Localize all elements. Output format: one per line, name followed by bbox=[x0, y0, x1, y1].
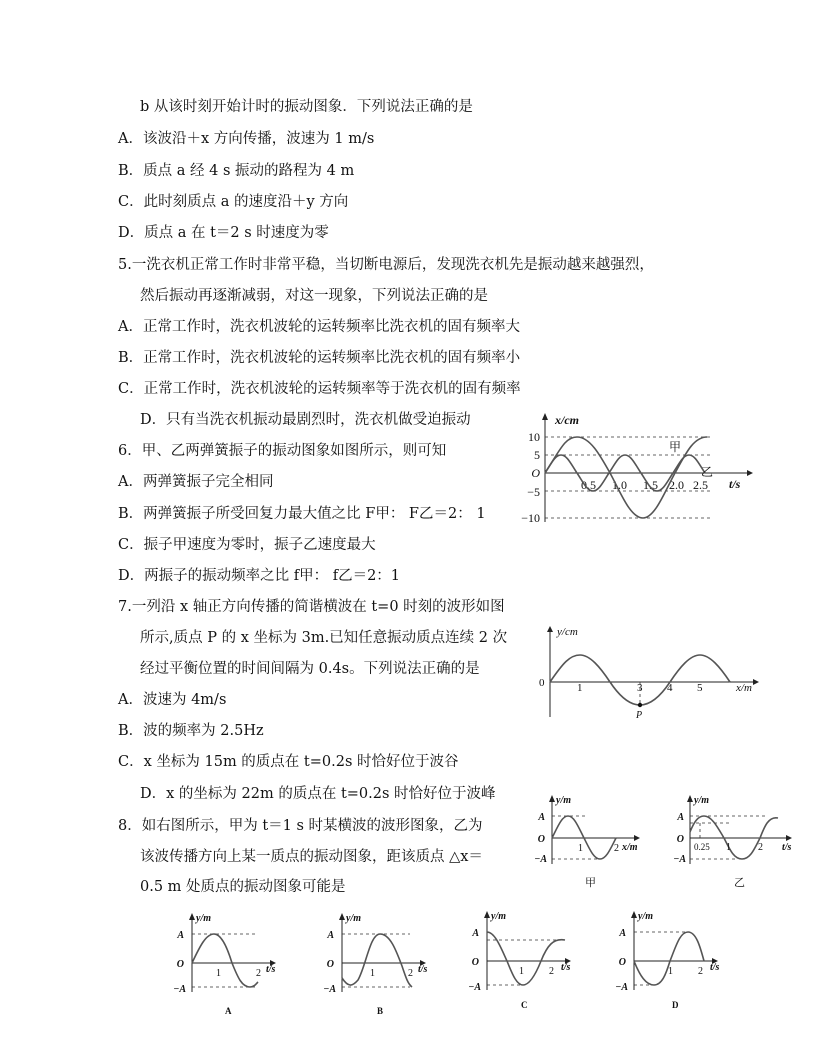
fig7-xtick-5: 5 bbox=[697, 682, 703, 694]
fig8-d-negA: −A bbox=[615, 982, 628, 993]
fig8-a-A: A bbox=[177, 930, 184, 941]
fig6-xtick-2.5: 2.5 bbox=[693, 478, 708, 492]
fig6-legend-jia: 甲 bbox=[669, 440, 682, 454]
fig8-c-tick-1: 1 bbox=[519, 966, 524, 977]
fig6-ytick-5: 5 bbox=[534, 448, 540, 462]
q6-stem: 6．甲、乙两弹簧振子的振动图象如图所示，则可知 bbox=[118, 443, 447, 459]
fig8-a-caption: A bbox=[225, 1006, 232, 1016]
fig8-jia-xlabel: x/m bbox=[622, 842, 638, 853]
fig8-yi-xlabel: t/s bbox=[782, 842, 792, 853]
q5-option-c: C．正常工作时，洗衣机波轮的运转频率等于洗衣机的固有频率 bbox=[118, 381, 521, 397]
fig8-yi-O: O bbox=[676, 834, 684, 845]
fig7-wave-curve bbox=[550, 655, 730, 705]
fig8-b-tick-2: 2 bbox=[408, 968, 413, 979]
fig7-xtick-3: 3 bbox=[637, 682, 643, 694]
fig7-wave-graph bbox=[535, 625, 765, 725]
fig6-origin: O bbox=[531, 466, 540, 480]
q6-option-a: A．两弹簧振子完全相同 bbox=[118, 474, 274, 490]
fig7-xtick-4: 4 bbox=[667, 682, 673, 694]
q7-stem-cont2: 经过平衡位置的时间间隔为 0.4s。下列说法正确的是 bbox=[140, 661, 480, 677]
fig8-d-xlabel: t/s bbox=[710, 962, 720, 973]
q5-option-d: D．只有当洗衣机振动最剧烈时，洗衣机做受迫振动 bbox=[140, 412, 471, 428]
fig8-b-caption: B bbox=[377, 1006, 384, 1016]
fig8-option-b-graph bbox=[320, 910, 440, 1020]
fig6-ytick-neg10: −10 bbox=[521, 511, 540, 525]
fig8-b-curve bbox=[342, 934, 412, 987]
q5-option-b: B．正常工作时，洗衣机波轮的运转频率比洗衣机的固有频率小 bbox=[118, 350, 521, 366]
fig8-a-tick-1: 1 bbox=[216, 968, 221, 979]
fig8-c-ylabel: y/m bbox=[491, 911, 506, 922]
q4-option-c: C．此时刻质点 a 的速度沿＋y 方向 bbox=[118, 194, 349, 210]
fig8-yi-ylabel: y/m bbox=[694, 795, 709, 806]
fig8-yi-tick-2: 2 bbox=[758, 842, 763, 853]
fig7-ylabel: y/cm bbox=[557, 626, 578, 638]
fig7-xlabel: x/m bbox=[736, 682, 752, 694]
fig8-c-negA: −A bbox=[468, 982, 481, 993]
fig8-jia-negA: −A bbox=[534, 854, 547, 865]
fig8-d-tick-2: 2 bbox=[698, 966, 703, 977]
fig8-a-curve bbox=[192, 934, 258, 987]
fig6-xtick-1.5: 1.5 bbox=[643, 478, 658, 492]
fig8-c-xlabel: t/s bbox=[561, 962, 571, 973]
fig7-point-p bbox=[638, 703, 642, 707]
fig7-origin: 0 bbox=[539, 677, 545, 689]
fig8-a-xlabel: t/s bbox=[266, 964, 276, 975]
q7-option-d: D．x 的坐标为 22m 的质点在 t=0.2s 时恰好位于波峰 bbox=[140, 786, 496, 802]
fig6-legend-yi: 乙 bbox=[701, 465, 714, 479]
fig8-a-O: O bbox=[176, 959, 184, 970]
fig8-d-O: O bbox=[618, 957, 626, 968]
q6-option-d: D．两振子的振动频率之比 f甲： f乙＝2：1 bbox=[118, 568, 401, 584]
fig8-option-c-graph bbox=[465, 908, 585, 1018]
q7-option-a: A．波速为 4m/s bbox=[118, 692, 227, 708]
fig8-option-d-graph bbox=[612, 908, 737, 1018]
fig6-ytick-10: 10 bbox=[528, 430, 540, 444]
fig8-jia-ylabel: y/m bbox=[556, 795, 571, 806]
fig8-jia-caption: 甲 bbox=[585, 877, 596, 889]
q8-stem-cont1: 该波传播方向上某一质点的振动图象，距该质点 △x＝ bbox=[140, 849, 483, 865]
q4-option-a: A．该波沿＋x 方向传播，波速为 1 m/s bbox=[118, 131, 375, 147]
fig8-yi-negA: −A bbox=[673, 854, 686, 865]
fig8-c-A: A bbox=[472, 928, 479, 939]
q7-option-b: B．波的频率为 2.5Hz bbox=[118, 723, 264, 739]
fig7-xtick-1: 1 bbox=[577, 682, 583, 694]
q8-stem: 8．如右图所示，甲为 t＝1 s 时某横波的波形图象，乙为 bbox=[118, 818, 483, 834]
fig8-b-tick-1: 1 bbox=[370, 968, 375, 979]
fig8-b-O: O bbox=[326, 959, 334, 970]
q5-option-a: A．正常工作时，洗衣机波轮的运转频率比洗衣机的固有频率大 bbox=[118, 319, 520, 335]
fig8-b-ylabel: y/m bbox=[346, 913, 361, 924]
fig6-xlabel: t/s bbox=[729, 477, 741, 491]
fig8-yi-tick-1: 1 bbox=[726, 842, 731, 853]
fig8-b-A: A bbox=[327, 930, 334, 941]
fig8-yi-tick-0.25: 0.25 bbox=[694, 842, 710, 852]
q5-stem-cont: 然后振动再逐渐减弱，对这一现象，下列说法正确的是 bbox=[140, 288, 488, 304]
fig8-jia-tick-2: 2 bbox=[614, 843, 619, 854]
fig8-d-A: A bbox=[619, 928, 626, 939]
q4-option-d: D．质点 a 在 t＝2 s 时速度为零 bbox=[118, 225, 329, 241]
fig8-b-negA: −A bbox=[323, 984, 336, 995]
q8-stem-cont2: 0.5 m 处质点的振动图象可能是 bbox=[140, 879, 346, 895]
fig6-xtick-1.0: 1.0 bbox=[612, 478, 627, 492]
fig8-yi-A: A bbox=[677, 812, 684, 823]
fig8-jia-O: O bbox=[537, 834, 545, 845]
fig6-ytick-neg5: −5 bbox=[527, 485, 540, 499]
q6-option-b: B．两弹簧振子所受回复力最大值之比 F甲： F乙＝2： 1 bbox=[118, 506, 486, 522]
fig8-c-tick-2: 2 bbox=[549, 966, 554, 977]
fig6-ylabel: x/cm bbox=[555, 413, 579, 427]
q7-stem: 7.一列沿 x 轴正方向传播的简谐横波在 t=0 时刻的波形如图 bbox=[118, 599, 505, 615]
fig8-c-O: O bbox=[471, 957, 479, 968]
fig6-xtick-2.0: 2.0 bbox=[669, 478, 684, 492]
q6-option-c: C．振子甲速度为零时，振子乙速度最大 bbox=[118, 537, 376, 553]
fig8-a-ylabel: y/m bbox=[196, 913, 211, 924]
fig8-option-a-graph bbox=[170, 910, 285, 1020]
q7-stem-cont1: 所示,质点 P 的 x 坐标为 3m.已知任意振动质点连续 2 次 bbox=[140, 630, 508, 646]
fig8-jia-tick-1: 1 bbox=[578, 843, 583, 854]
fig8-jia-wave-graph bbox=[530, 792, 650, 892]
fig8-a-negA: −A bbox=[173, 984, 186, 995]
fig8-jia-A: A bbox=[538, 812, 545, 823]
fig6-xtick-0.5: 0.5 bbox=[581, 478, 596, 492]
fig8-d-caption: D bbox=[672, 1000, 679, 1010]
fig8-c-caption: C bbox=[521, 1000, 528, 1010]
fig7-point-label: P bbox=[636, 710, 643, 721]
fig8-yi-caption: 乙 bbox=[734, 877, 745, 889]
q5-stem: 5.一洗衣机正常工作时非常平稳，当切断电源后，发现洗衣机先是振动越来越强烈， bbox=[118, 257, 654, 273]
q4-stem-cont: b 从该时刻开始计时的振动图象．下列说法正确的是 bbox=[140, 99, 473, 115]
q4-option-b: B．质点 a 经 4 s 振动的路程为 4 m bbox=[118, 163, 355, 179]
fig6-vibration-graph bbox=[515, 410, 765, 525]
fig8-a-tick-2: 2 bbox=[256, 968, 261, 979]
fig8-d-curve bbox=[634, 932, 704, 985]
fig8-d-ylabel: y/m bbox=[638, 911, 653, 922]
fig8-b-xlabel: t/s bbox=[418, 964, 428, 975]
fig8-yi-vibration-graph bbox=[670, 792, 800, 892]
fig8-d-tick-1: 1 bbox=[668, 966, 673, 977]
q7-option-c: C．x 坐标为 15m 的质点在 t=0.2s 时恰好位于波谷 bbox=[118, 754, 459, 770]
